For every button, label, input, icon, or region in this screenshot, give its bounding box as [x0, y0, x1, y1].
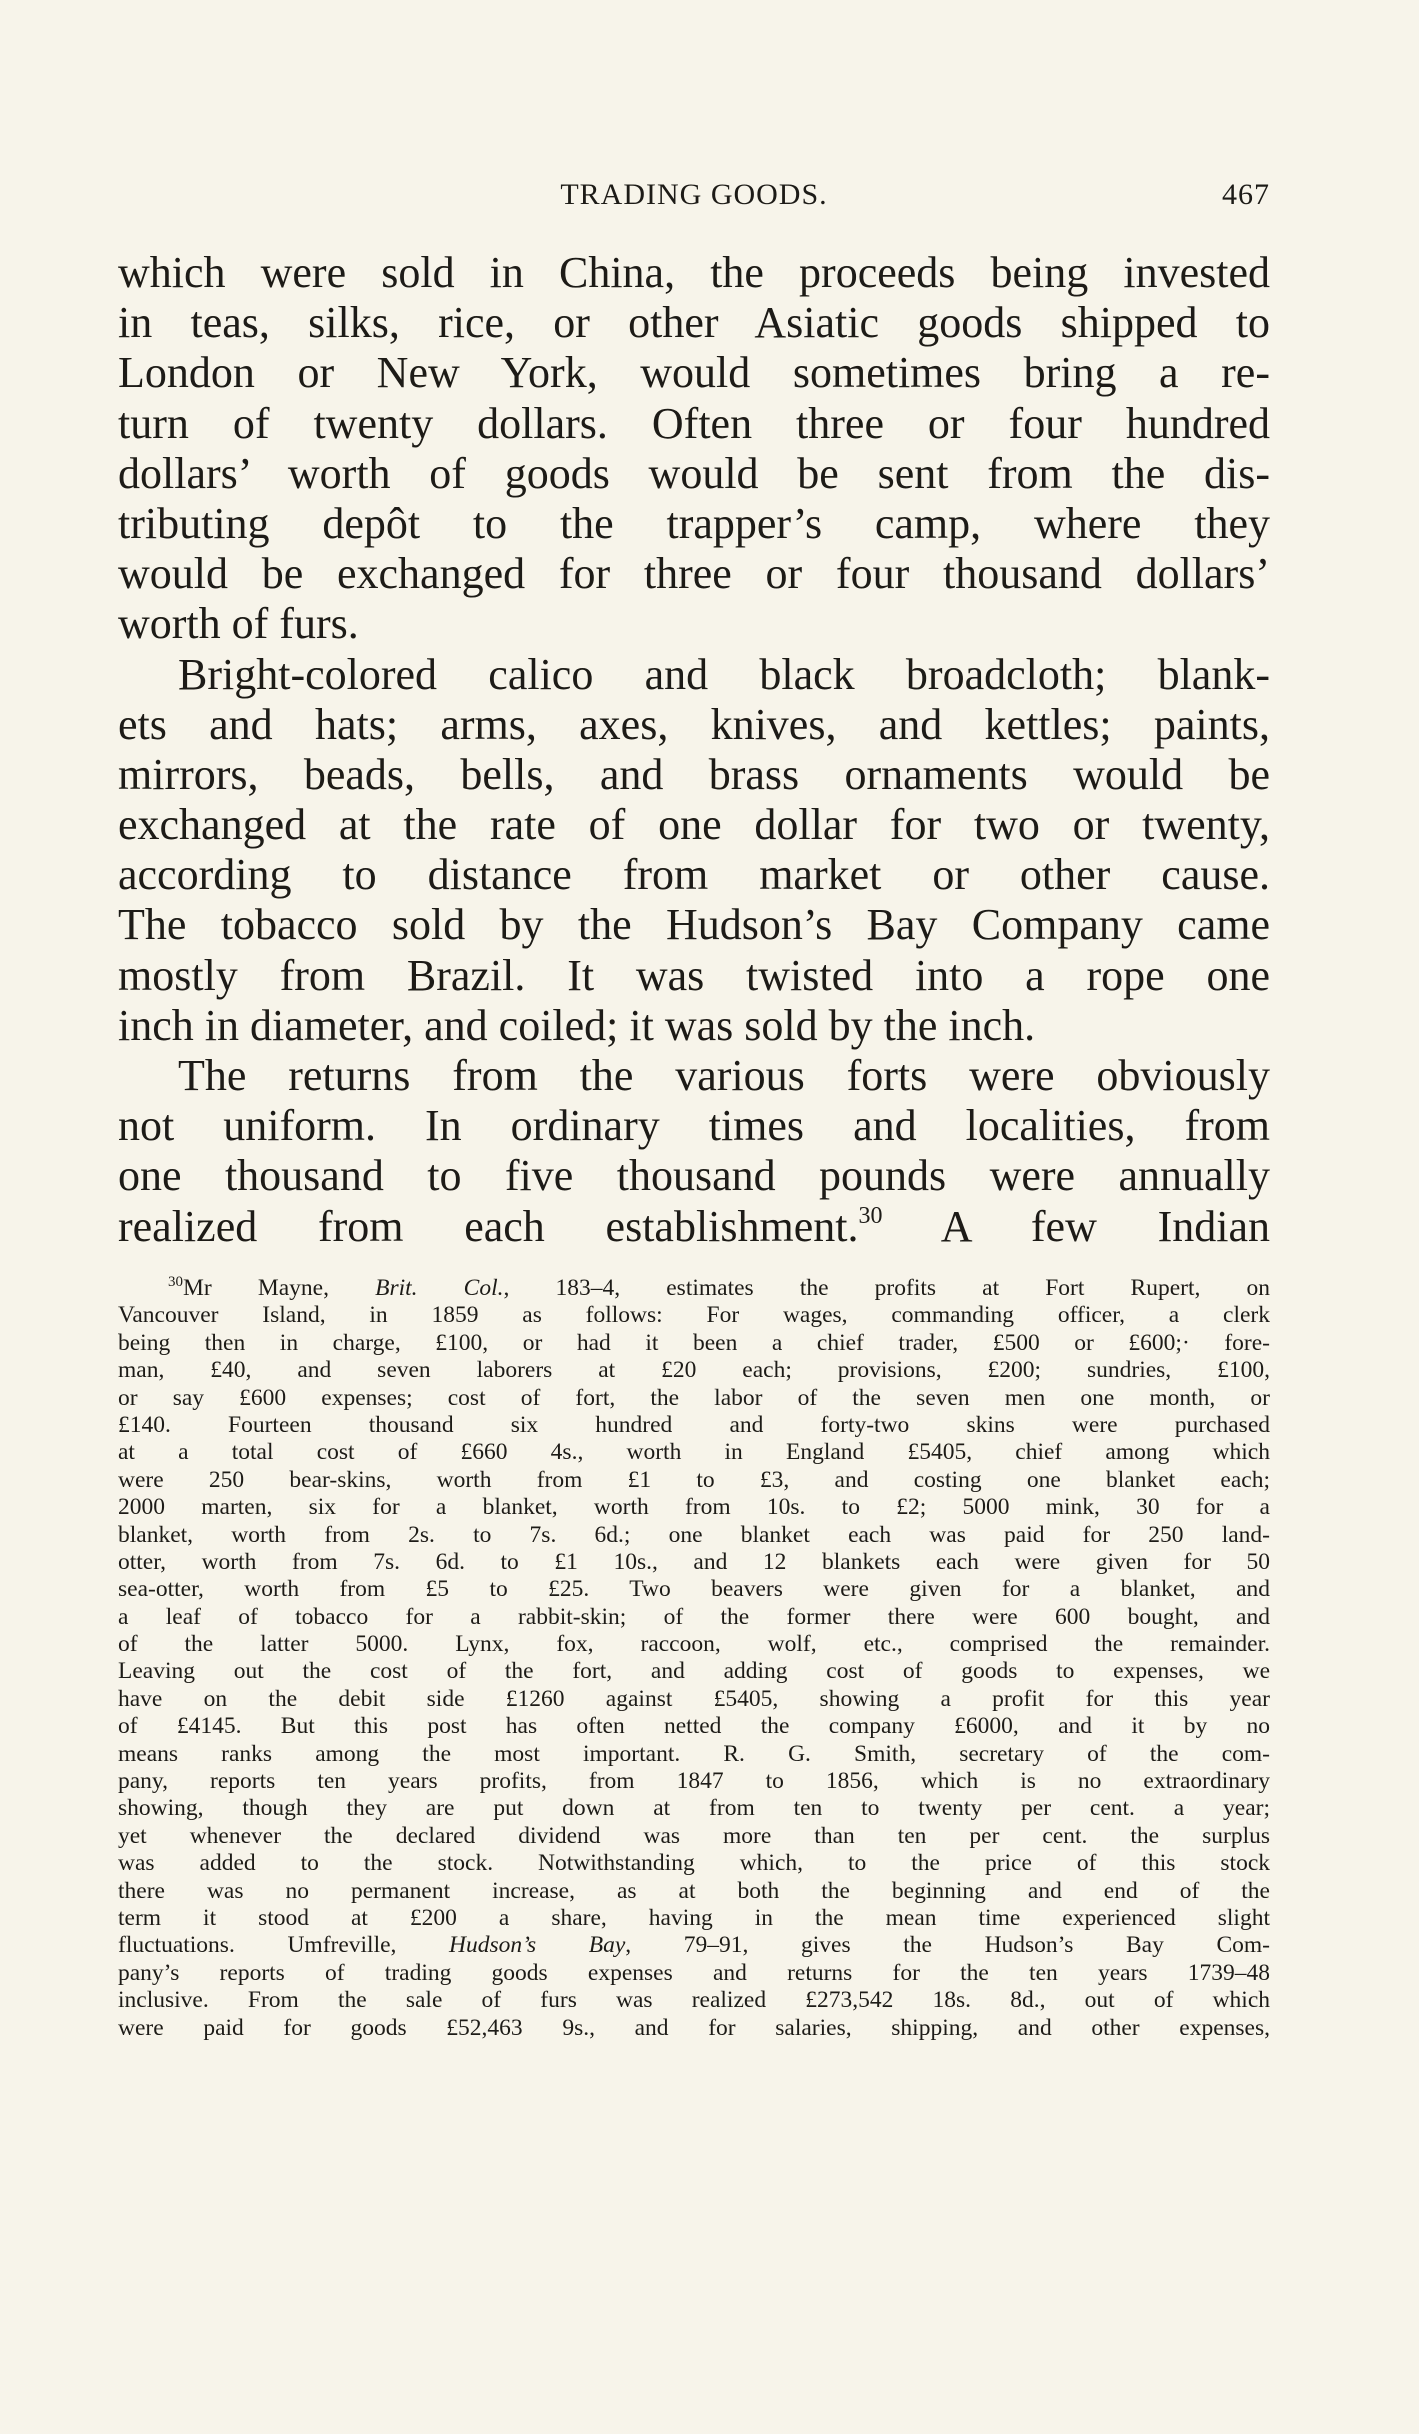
body-line: London or New York, would sometimes bring a re- [118, 348, 1270, 398]
footnote-line: sea-otter, worth from £5 to £25. Two beavers were given for a blanket, and [118, 1576, 1270, 1603]
body-line: turn of twenty dollars. Often three or four hundred [118, 398, 1270, 448]
page-number: 467 [1222, 178, 1270, 211]
citation-tail: , 79–91, gives the Hudson’s Bay Com- [625, 1932, 1270, 1959]
footnote-line: of the latter 5000. Lynx, fox, raccoon, wolf, etc., comprised the remainder. [118, 1631, 1270, 1658]
body-line: in teas, silks, rice, or other Asiatic goods shipped to [118, 298, 1270, 348]
footnote-line: otter, worth from 7s. 6d. to £1 10s., and 12 blankets each were given for 50 [118, 1548, 1270, 1575]
footnote-line: pany, reports ten years profits, from 1847 to 1856, which is no extraordinary [118, 1768, 1270, 1795]
footnote-line: blanket, worth from 2s. to 7s. 6d.; one blanket each was paid for 250 land- [118, 1521, 1270, 1548]
footnote-line: inclusive. From the sale of furs was realized £273,542 18s. 8d., out of which [118, 1987, 1270, 2014]
body-line: The returns from the various forts were obviously [178, 1051, 1270, 1100]
body-line: dollars’ worth of goods would be sent from the dis- [118, 448, 1270, 498]
footnote-line: yet whenever the declared dividend was more than ten per cent. the surplus [118, 1822, 1270, 1849]
body-line: Bright-colored calico and black broadcloth; blank- [178, 649, 1270, 699]
footnote-line: man, £40, and seven laborers at £20 each; provisions, £200; sundries, £100, [118, 1357, 1270, 1384]
body-line: worth of furs. [118, 599, 359, 649]
footnote-line: were paid for goods £52,463 9s., and for salaries, shipping, and other expenses, [118, 2014, 1270, 2041]
footnote-line: 2000 marten, six for a blanket, worth from 10s. to £2; 5000 mink, 30 for a [118, 1494, 1270, 1521]
body-line: mostly from Brazil. It was twisted into a rope one [118, 950, 1270, 1000]
footnote-line: of £4145. But this post has often netted the company £6000, and it by no [118, 1713, 1270, 1740]
body-line-text: realized from each establishment. [118, 1201, 859, 1251]
footnote-line [118, 1275, 1270, 1302]
footnote-line: showing, though they are put down at from ten to twenty per cent. a year; [118, 1795, 1270, 1822]
footnote-line: pany’s reports of trading goods expenses and returns for the ten years 1739–48 [118, 1959, 1270, 1986]
citation-title: Hudson’s Bay [449, 1932, 626, 1959]
body-line: according to distance from market or other cause. [118, 850, 1270, 900]
footnote-line: Leaving out the cost of the fort, and adding cost of goods to expenses, we [118, 1658, 1270, 1685]
footnote-line: Vancouver Island, in 1859 as follows: For wages, commanding officer, a clerk [118, 1302, 1270, 1329]
body-line: ets and hats; arms, axes, knives, and kettles; paints, [118, 699, 1270, 749]
body-line: which were sold in China, the proceeds being invested [118, 248, 1270, 297]
footnote-line: at a total cost of £660 4s., worth in England £5405, chief among which [118, 1439, 1270, 1466]
body-line: not uniform. In ordinary times and localities, from [118, 1101, 1270, 1151]
citation-title: Brit. Col. [375, 1275, 504, 1301]
body-text [118, 248, 1270, 1252]
footnote-line: a leaf of tobacco for a rabbit-skin; of the former there were 600 bought, and [118, 1603, 1270, 1630]
footnote-line: means ranks among the most important. R. G. Smith, secretary of the com- [118, 1740, 1270, 1767]
footnote-intro: Mr Mayne, [183, 1275, 376, 1301]
footnote-intro-tail: , 183–4, estimates the profits at Fort Rupert, on [503, 1275, 1270, 1301]
body-line-with-footnote-ref [118, 1202, 1270, 1252]
body-line: mirrors, beads, bells, and brass ornaments would be [118, 749, 1270, 799]
body-line: inch in diameter, and coiled; it was sold by the inch. [118, 1000, 1036, 1050]
body-line: would be exchanged for three or four thousand dollars’ [118, 549, 1270, 599]
body-line-tail: A few Indian [882, 1201, 1270, 1251]
footnote-line: or say £600 expenses; cost of fort, the labor of the seven men one month, or [118, 1384, 1270, 1411]
footnote-line: term it stood at £200 a share, having in the mean time experienced slight [118, 1904, 1270, 1931]
footnote-mark: 30 [168, 1274, 183, 1290]
footnote-line: being then in charge, £100, or had it been a chief trader, £500 or £600;· fore- [118, 1329, 1270, 1356]
footnote-line [118, 1932, 1270, 1959]
body-line: tributing depôt to the trapper’s camp, where they [118, 498, 1270, 548]
footnote [118, 1275, 1270, 2042]
citation-lead: fluctuations. Umfreville, [118, 1932, 450, 1959]
footnote-line: £140. Fourteen thousand six hundred and forty-two skins were purchased [118, 1411, 1270, 1438]
body-line: exchanged at the rate of one dollar for two or twenty, [118, 800, 1270, 850]
body-line: The tobacco sold by the Hudson’s Bay Company came [118, 900, 1270, 950]
footnote-line: was added to the stock. Notwithstanding which, to the price of this stock [118, 1850, 1270, 1877]
body-line: one thousand to five thousand pounds were annually [118, 1151, 1270, 1201]
running-head [118, 178, 1270, 218]
footnote-reference[interactable]: 30 [858, 1202, 883, 1229]
footnote-line: there was no permanent increase, as at both the beginning and end of the [118, 1877, 1270, 1904]
footnote-line: were 250 bear-skins, worth from £1 to £3, and costing one blanket each; [118, 1466, 1270, 1493]
footnote-line: have on the debit side £1260 against £5405, showing a profit for this year [118, 1685, 1270, 1712]
running-title: TRADING GOODS. [560, 178, 828, 211]
